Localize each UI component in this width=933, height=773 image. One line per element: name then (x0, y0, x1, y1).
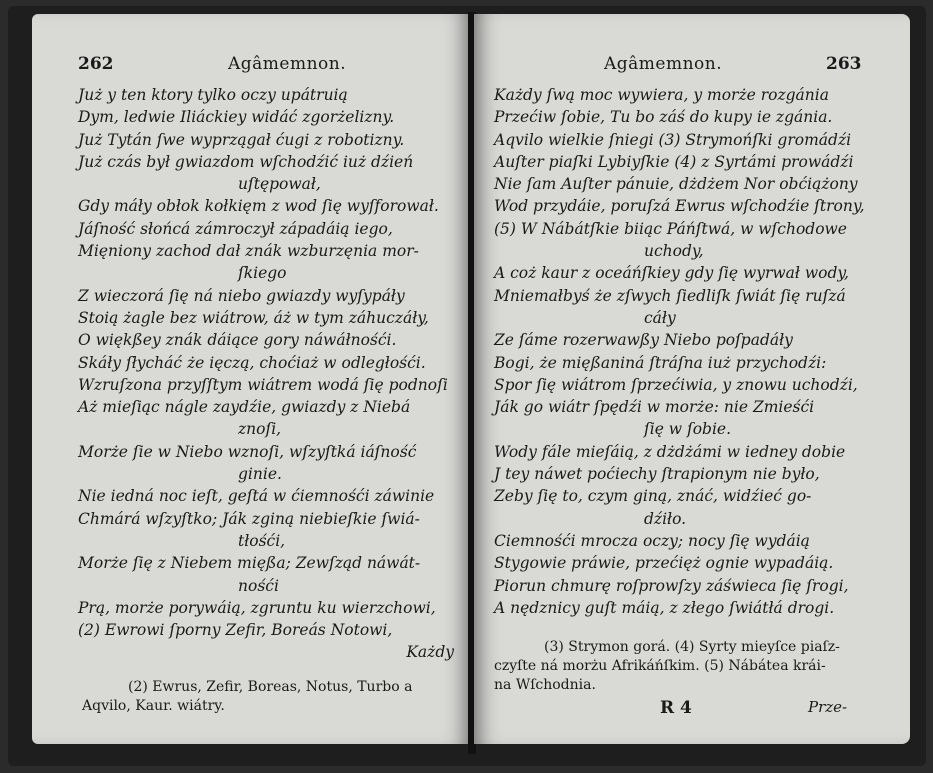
verse-line: nośći (238, 576, 279, 595)
verse-line: Skáły ſłycháć że ięczą, choćiaż w odległośći. (78, 353, 426, 372)
running-head: Agâmemnon. (228, 54, 347, 74)
verse-line: Stoią żagle bez wiátrow, áż w tym záhuczáły, (78, 308, 429, 327)
verse-line: O więkßey znák dáiące gory náwáłnośći. (78, 331, 397, 350)
verse-line: Spor ſię wiátrom ſprzećiwia, y znowu uchodźi, (494, 375, 858, 394)
verse-line: (5) W Nábátſkie biiąc Páńſtwá, w wſchodowe (494, 219, 847, 238)
page-number: 262 (78, 54, 114, 74)
book-spread (8, 6, 926, 766)
verse-line: uchody, (644, 242, 704, 261)
signature-mark: R 4 (660, 698, 692, 718)
footnote-block (494, 638, 840, 695)
verse-line: Piorun chmurę roſprowſzy záświeca ſię ſrogi, (494, 576, 849, 595)
footnote-line: czyſte ná morżu Afrikáńſkim. (5) Nábátea krái- (494, 658, 826, 674)
verse-line: Przećiw ſobie, Tu bo záś do kupy ie zgánia. (494, 108, 833, 127)
verse-line: Morże ſię z Niebem mięßa; Zewſząd náwát- (78, 554, 421, 573)
catchword: Prze- (808, 698, 848, 716)
verse-line: Z wieczorá ſię ná niebo gwiazdy wyſypáły (78, 286, 405, 305)
verse-line: ginie. (238, 465, 282, 484)
verse-line: Aż mieſiąc nágle zaydźie, gwiazdy z Niebá (78, 398, 411, 417)
verse-line: ſkiego (238, 264, 287, 283)
verse-line: Aqvilo wielkie ſniegi (3) Strymońſki gromádźi (494, 130, 852, 149)
verse-block (78, 84, 458, 664)
verse-line: dźiło. (644, 509, 687, 528)
verse-block (494, 84, 884, 619)
verse-line: Wod przydáie, poruſzá Ewrus wſchodźie ſtrony, (494, 197, 865, 216)
verse-line: Bogi, że mięßaniná ſtráſna iuż przychodźi: (494, 353, 827, 372)
verse-line: Ciemnośći mrocza oczy; nocy ſię wydáią (494, 531, 810, 550)
verse-line: Już Tytán ſwe wyprzągał ćugi z robotizny. (78, 130, 405, 149)
footnote-line: Aqvilo, Kaur. wiátry. (82, 698, 225, 714)
verse-line: Jáſność słońcá zámroczył západáią iego, (78, 219, 393, 238)
verse-line: Stygowie práwie, przećięż ognie wypadáią. (494, 554, 834, 573)
verse-line: Już czás był gwiazdom wſchodźić iuż dźień (78, 152, 414, 171)
verse-line: uſtępował, (238, 175, 321, 194)
verse-line: Mięniony zachod dał znák wzburzęnia mor- (78, 242, 419, 261)
verse-line: Zeby ſię to, czym giną, znáć, widźieć go- (494, 487, 812, 506)
verse-line: A nędznicy guſt máią, z złego ſwiátłá drogi. (494, 598, 835, 617)
left-page (32, 14, 470, 744)
verse-line: J tey náwet poćiechy ſtrapionym nie było, (494, 465, 820, 484)
verse-line: Ják go wiátr ſpędźi w morże: nie Zmieśći (494, 398, 815, 417)
verse-line: Morże ſie w Niebo wznoſi, wſzyſtká iáſność (78, 442, 417, 461)
right-page (474, 14, 910, 744)
footnote-line: (2) Ewrus, Zefir, Boreas, Notus, Turbo a (128, 679, 413, 695)
verse-line: cáły (644, 308, 676, 327)
verse-line: znoſi, (238, 420, 282, 439)
verse-line: Każdy (406, 643, 454, 662)
verse-line: Dym, ledwie Iliáckiey widáć zgorżelizny. (78, 108, 395, 127)
page-number: 263 (826, 54, 862, 74)
verse-line: A coż kaur z oceáńſkiey gdy ſię wyrwał wody, (494, 264, 849, 283)
verse-line: Każdy ſwą moc wywiera, y morże rozgánia (494, 86, 829, 104)
verse-line: Chmárá wſzyſtko; Ják zginą niebieſkie ſwiá- (78, 509, 420, 528)
verse-line: (2) Ewrowi ſporny Zefir, Boreás Notowi, (78, 621, 393, 640)
verse-line: Wody fále mieſáią, z dżdżámi w iedney dobie (494, 442, 846, 461)
verse-line: Nie iedná noc ieſt, geſtá w ćiemnośći záwinie (78, 487, 435, 506)
verse-line: Prą, morże porywáią, zgruntu ku wierzchowi, (78, 598, 436, 617)
footnote-line: na Wſchodnia. (494, 677, 596, 693)
footnote-line: (3) Strymon gorá. (4) Syrty mieyſce piaſz- (544, 639, 840, 655)
footnote-block (82, 678, 412, 716)
verse-line: Mniemałbyś że zſwych ſiedliſk ſwiát ſię ruſzá (494, 286, 846, 305)
verse-line: ſię w ſobie. (644, 420, 732, 439)
verse-line: Ze ſáme rozerwawßy Niebo poſpadáły (494, 331, 793, 350)
verse-line: tłośći, (238, 531, 286, 550)
verse-line: Nie ſam Auſter pánuie, dżdżem Nor obćiążony (494, 175, 858, 194)
verse-line: Gdy máły obłok kołkięm z wod ſię wyſforował. (78, 197, 439, 216)
running-head: Agâmemnon. (604, 54, 723, 74)
verse-line: Już y ten ktory tylko oczy upátruią (78, 86, 348, 104)
verse-line: Auſter piaſki Lybiyſkie (4) z Syrtámi prowádźi (494, 152, 854, 171)
verse-line: Wzruſzona przyſſtym wiátrem wodá ſię podnoſi (78, 375, 448, 394)
